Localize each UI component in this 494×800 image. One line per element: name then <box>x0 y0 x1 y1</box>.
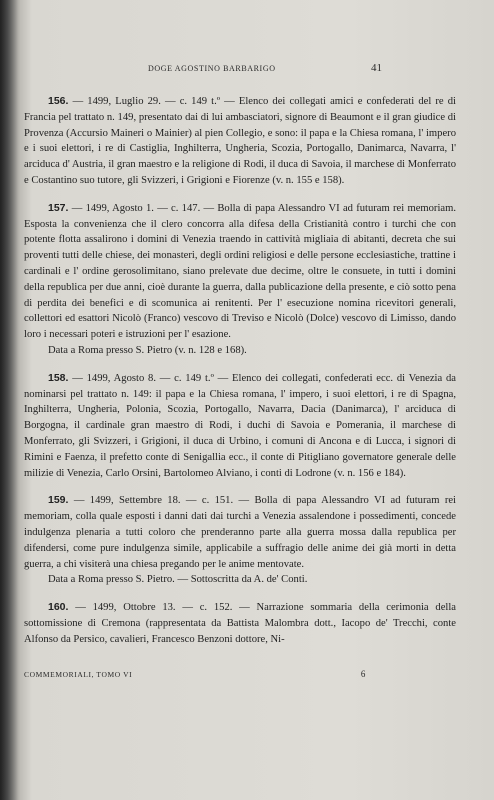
entry-156 <box>24 94 456 189</box>
entry-159 <box>24 493 456 588</box>
page-footer <box>24 670 458 682</box>
entry-date-line: Data a Roma presso S. Pietro. — Sottoscritta da A. de' Conti. <box>48 574 308 586</box>
entry-157 <box>24 201 456 359</box>
entry-158 <box>24 371 456 482</box>
footer-gathering-mark: 6 <box>360 669 366 679</box>
binding-shadow <box>0 0 20 800</box>
footer-signature: COMMEMORIALI, TOMO VI <box>24 670 133 679</box>
entry-text: — 1499, Settembre 18. — c. 151. — Bolla di papa Alessandro VI ad futuram rei memoriam, colla quale esposti i danni dati dai turchi a Venezia assalendone i possedimenti, concede indulgenza plenaria a tutti coloro che prenderanno parte alla guerra mossa dalla republica per difendersi, come pure indulgenza simile, applicabile a suffragio delle anime dei già morti in detta guerra, a chi visiterà una chiesa pregando per le anime mentovate. <box>24 495 456 570</box>
entry-number: 158. <box>48 371 69 384</box>
entry-number: 156. <box>48 95 69 107</box>
entry-date-line: Data a Roma presso S. Pietro (v. n. 128 e 168). <box>48 344 247 356</box>
entry-number: 160. <box>48 601 69 614</box>
entry-text: — 1499, Ottobre 13. — c. 152. — Narrazione sommaria della cerimonia della sottomissione di Cremona (rappresentata da Battista Malombra dott., Iacopo de' Trecchi, conte Alfonso da Persico, cavalieri, Francesco Benzoni dottore, Ni- <box>24 602 456 645</box>
running-header <box>0 62 494 76</box>
entry-160 <box>24 600 456 647</box>
entry-number: 159. <box>48 494 69 507</box>
page-number: 41 <box>371 62 382 74</box>
entry-text: — 1499, Agosto 1. — c. 147. — Bolla di papa Alessandro VI ad futuram rei memoriam. Esposta la convenienza che il clero concorra alla difesa della Cristianità contro i turchi che con potente flotta assalirono i domini di Venezia traendo in cattività migliaia di abitanti, decreta che sui proventi tutti delle chiese, dei monasteri, degli ordini religiosi e delle persone ecclesiastiche, trattine i cardinali e l' ordine gerosolimitano, siano prelevate due decime, oltre le consuete, in tutti i domini della republica per due anni, cioè durante la guerra, dalla publicazione della presente, e ciò sotto pena di perdita dei benefici e di scomunica ai renitenti. Per l' esecuzione nomina ricevitori generali, collettori ed esattori Nicolò (Franco) vescovo di Treviso e Nicolò (Dolce) vescovo di Limisso, dando loro i necessari poteri e istruzioni per l' esazione. <box>24 202 456 341</box>
body-text <box>24 94 456 660</box>
entry-text: — 1499, Luglio 29. — c. 149 t.º — Elenco dei collegati amici e confederati del re di Francia pel trattato n. 149, presentato dai di lui ambasciatori, signore di Beaumont e il gran giudice di Provenza (Accursio Maineri o Mainier) al pien Collegio, e sono: il papa e la Chiesa romana, l' impero e i suoi elettori, i re di Castiglia, Inghilterra, Ungheria, Scozia, Portogallo, Danimarca, Navarra, l' arciduca d' Austria, il gran maestro e la religione di Rodi, il duca di Savoia, il marchese di Monferrato e Costantino suo tutore, gli Svizzeri, i Grigioni e Fiorenze (v. n. 155 e 158). <box>24 96 456 186</box>
entry-number: 157. <box>48 201 69 214</box>
entry-text: — 1499, Agosto 8. — c. 149 t.º — Elenco dei collegati, confederati ecc. di Venezia da nominarsi pel trattato n. 149: il papa e la Chiesa romana, l' impero, i suoi elettori, i re di Spagna, Inghilterra, Ungheria, Polonia, Scozia, Portogallo, Navarra, Dacia (Danimarca), l' arciduca di Borgogna, il cardinale gran maestro di Rodi, i duchi di Savoia e Pomerania, il marchese di Monferrato, gli Svizzeri, i Grigioni, il duca di Urbino, i comuni di Ancona e di Lucca, i signori di Rimini e Faenza, il prefetto conte di Senigallia ecc., il conte di Pitigliano governatore generale delle milizie di Venezia, Carlo Orsini, Bartolomeo Alviano, i conti di Lodrone (v. n. 156 e 184). <box>24 372 456 479</box>
running-title: DOGE AGOSTINO BARBARIGO <box>148 64 276 73</box>
